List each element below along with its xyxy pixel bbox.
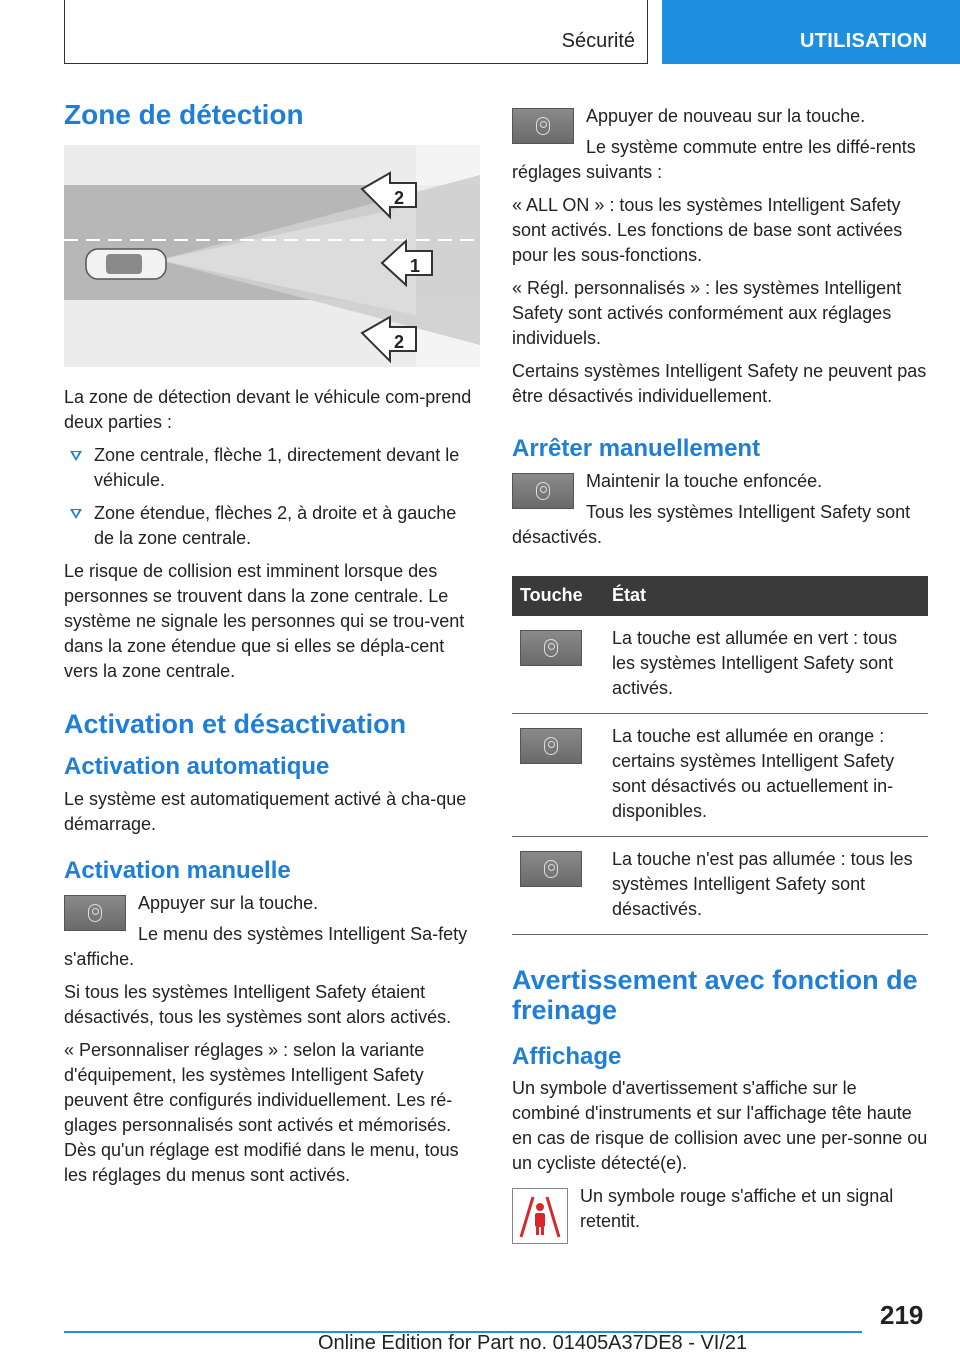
p-risk: Le risque de collision est imminent lorsque des personnes se trouvent dans la zone centrale. Le système ne signale les personnes qui se trou-vent dans la zone étendue que si elles se dépla-cent vers la zone centrale. bbox=[64, 560, 465, 681]
title-activation: Activation et désactivation bbox=[64, 708, 407, 739]
zone-list bbox=[64, 443, 480, 551]
col-touche: Touche bbox=[512, 576, 604, 616]
svg-text:1: 1 bbox=[410, 255, 421, 276]
safety-button-icon bbox=[64, 895, 126, 931]
right-column bbox=[512, 104, 928, 1250]
stop-2: Tous les systèmes Intelligent Safety sont désactivés. bbox=[512, 501, 911, 547]
switch-settings: Le système commute entre les diffé-rents réglages suivants : bbox=[512, 137, 916, 182]
title-warning: Avertissement avec fonction de freinage bbox=[512, 964, 918, 1025]
table-row: La touche est allumée en orange : certains systèmes Intelligent Safety sont désactivés ou actuellement in-disponibles. bbox=[512, 713, 928, 836]
all-on: « ALL ON » : tous les systèmes Intelligent Safety sont activés. Les fonctions de base sont activées pour les sous-fonctions. bbox=[512, 195, 903, 265]
title-auto: Activation automatique bbox=[64, 753, 330, 781]
status-table bbox=[512, 576, 928, 935]
safety-button-icon bbox=[520, 851, 582, 887]
safety-button-icon bbox=[520, 630, 582, 666]
header-chapter: UTILISATION bbox=[800, 30, 928, 52]
safety-button-icon bbox=[520, 728, 582, 764]
stop-1: Maintenir la touche enfoncée. bbox=[586, 470, 823, 491]
left-column bbox=[64, 100, 480, 1196]
bullet-triangle-icon bbox=[70, 509, 82, 519]
press-again: Appuyer de nouveau sur la touche. bbox=[586, 106, 866, 126]
p-display: Un symbole d'avertissement s'affiche sur le combiné d'instruments et sur l'affichage tête haute en cas de risque de collision avec une per-sonne ou un cycliste détecté(e). bbox=[512, 1078, 928, 1174]
title-display: Affichage bbox=[512, 1042, 622, 1070]
regl-perso: « Régl. personnalisés » : les systèmes Intelligent Safety sont activés conformément aux réglages individuels. bbox=[512, 278, 902, 348]
table-row: La touche n'est pas allumée : tous les systèmes Intelligent Safety sont désactivés. bbox=[512, 836, 928, 934]
list-item: Zone centrale, flèche 1, directement devant le véhicule. bbox=[64, 443, 480, 493]
svg-text:2: 2 bbox=[394, 331, 405, 352]
bullet-triangle-icon bbox=[70, 451, 82, 461]
svg-text:2: 2 bbox=[394, 187, 405, 208]
certain-systems: Certains systèmes Intelligent Safety ne peuvent pas être désactivés individuellement. bbox=[512, 361, 927, 406]
car-icon bbox=[86, 249, 166, 279]
safety-button-icon bbox=[512, 108, 574, 144]
pedestrian-warning-icon bbox=[512, 1188, 568, 1244]
footer-edition: Online Edition for Part no. 01405A37DE8 - VI/21 bbox=[318, 1332, 748, 1354]
title-manual: Activation manuelle bbox=[64, 857, 291, 885]
p-intro: La zone de détection devant le véhicule com-prend deux parties : bbox=[64, 386, 472, 432]
detection-zone-figure bbox=[64, 145, 480, 367]
page-number: 219 bbox=[880, 1300, 924, 1330]
col-etat: État bbox=[604, 576, 928, 616]
p-custom: « Personnaliser réglages » : selon la variante d'équipement, les systèmes Intelligent Safety peuvent être configurés individuellement. Les ré-glages personnalisés sont activés et mémorisés. Dès qu'un réglage est modifié dans le menu, tous les réglages du menus sont activés. bbox=[64, 1039, 459, 1185]
list-item: Zone étendue, flèches 2, à droite et à gauche de la zone centrale. bbox=[64, 501, 480, 551]
manual-1: Appuyer sur la touche. bbox=[138, 892, 319, 913]
title-detection: Zone de détection bbox=[64, 99, 304, 130]
p-auto: Le système est automatiquement activé à cha-que démarrage. bbox=[64, 789, 467, 835]
header-section: Sécurité bbox=[561, 30, 635, 52]
title-stop: Arrêter manuellement bbox=[512, 435, 761, 462]
manual-2: Le menu des systèmes Intelligent Sa-fety s'affiche. bbox=[64, 923, 468, 969]
safety-button-icon bbox=[512, 473, 574, 509]
red-symbol: Un symbole rouge s'affiche et un signal retentit. bbox=[580, 1186, 894, 1232]
table-row: La touche est allumée en vert : tous les systèmes Intelligent Safety sont activés. bbox=[512, 616, 928, 714]
header-left-box bbox=[64, 0, 648, 64]
p-all: Si tous les systèmes Intelligent Safety étaient désactivés, tous les systèmes sont alors activés. bbox=[64, 981, 452, 1027]
